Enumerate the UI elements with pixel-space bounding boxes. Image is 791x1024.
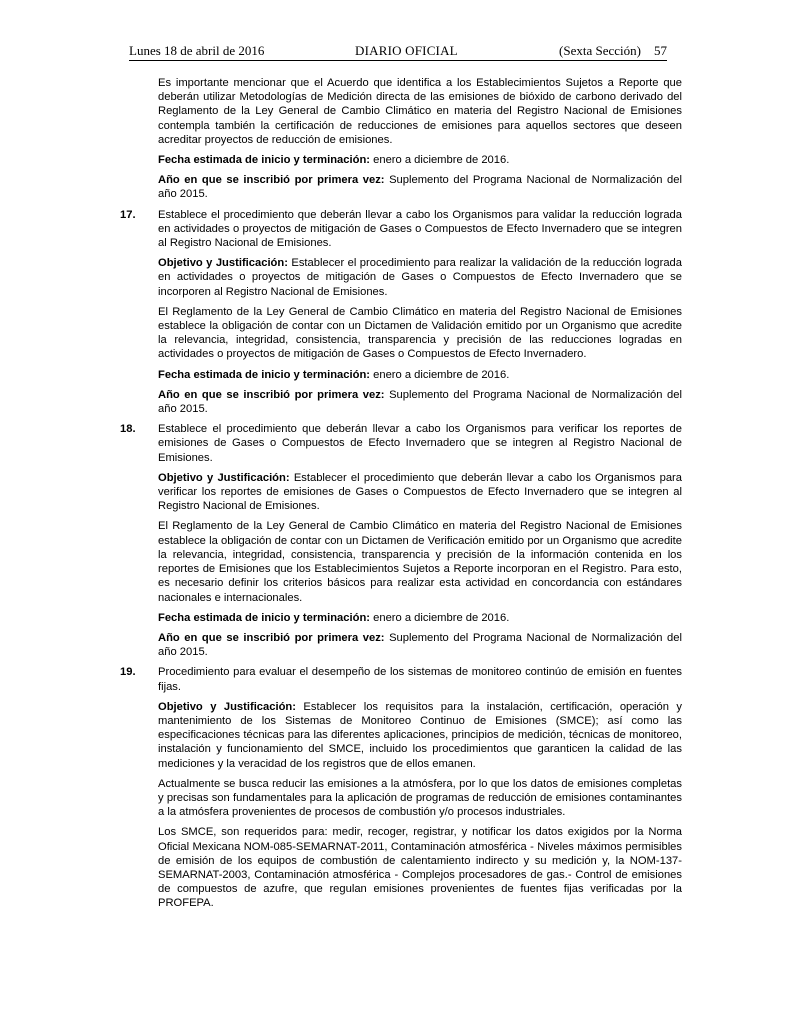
header-publication: DIARIO OFICIAL	[355, 43, 458, 58]
item-number: 18.	[120, 423, 136, 436]
anio-value: Suplemento del Programa Nacional de Normalización del año 2015.	[158, 174, 682, 201]
list-item-18	[120, 422, 682, 465]
item-number: 19.	[120, 666, 136, 679]
intro-paragraph: Es importante mencionar que el Acuerdo que identifica a los Establecimientos Sujetos a Reporte que deberán utilizar Metodologías de Medición directa de las emisiones de bióxido de carbono derivado del Reglamento de la Ley General de Cambio Climático en materia del Registro Nacional de Emisiones contempla también la certificación de reducciones de emisiones para aquellos sectores que deseen acreditar proyectos de reducción de emisiones.	[158, 77, 682, 146]
item-anio	[158, 631, 682, 659]
anio-value: Suplemento del Programa Nacional de Normalización del año 2015.	[158, 631, 682, 659]
objetivo-label: Objetivo y Justificación:	[158, 471, 290, 484]
item-paragraph: Los SMCE, son requeridos para: medir, recoger, registrar, y notificar los datos exigidos por la Norma Oficial Mexicana NOM-085-SEMARNAT-2011, Contaminación atmosférica - Niveles máximos permisibles de emisión de los equipos de combustión de calentamiento indirecto y su medición y, la NOM-137-SEMARNAT-2003, Contaminación atmosférica - Complejos procesadores de gas.- Control de emisiones de compuestos de azufre, que regulan emisiones provenientes de fuentes fijas verificadas por la PROFEPA.	[158, 826, 682, 910]
header-date: Lunes 18 de abril de 2016	[129, 43, 265, 58]
fecha-value: enero a diciembre de 2016.	[370, 154, 510, 167]
item-objetivo	[158, 700, 682, 771]
fecha-value: enero a diciembre de 2016.	[370, 611, 510, 624]
intro-fecha	[158, 153, 682, 167]
objetivo-label: Objetivo y Justificación:	[158, 700, 296, 713]
intro-anio	[158, 173, 682, 201]
item-title: Establece el procedimiento que deberán llevar a cabo los Organismos para verificar los reportes de emisiones de Gases o Compuestos de Efecto Invernadero que se integren al Registro Nacional de Emisiones.	[158, 423, 682, 464]
item-anio	[158, 388, 682, 416]
fecha-label: Fecha estimada de inicio y terminación:	[158, 154, 371, 167]
page-header	[129, 42, 667, 61]
header-section-page	[559, 43, 667, 59]
item-number: 17.	[120, 208, 136, 221]
anio-label: Año en que se inscribió por primera vez:	[158, 174, 385, 187]
item-objetivo	[158, 256, 682, 299]
item-objetivo	[158, 471, 682, 514]
header-section: (Sexta Sección)	[559, 43, 641, 58]
objetivo-text: Establecer los requisitos para la instalación, certificación, operación y mantenimiento de los Sistemas de Monitoreo Continuo de Emisiones (SMCE); así como las especificaciones técnicas para las diferentes aplicaciones, principios de medición, técnicas de monitoreo, instalación y funcionamiento del SMCE, incluido los procedimientos que garanticen la calidad de las mediciones y la veracidad de los registros que de ellos emanen.	[158, 700, 682, 770]
objetivo-label: Objetivo y Justificación:	[158, 257, 288, 270]
item-paragraph: El Reglamento de la Ley General de Cambio Climático en materia del Registro Nacional de Emisiones establece la obligación de contar con un Dictamen de Verificación emitido por un Organismo que acredite la relevancia, integridad, consistencia, transparencia y precisión de la información contenida en los reportes de Emisiones que los Establecimientos Sujetos a Reporte incorporan en el Registro. Para esto, es necesario definir los criterios básicos para realizar esta actividad en concordancia con estándares nacionales e internacionales.	[158, 520, 682, 604]
list-item-19	[120, 665, 682, 693]
item-paragraph: Actualmente se busca reducir las emisiones a la atmósfera, por lo que los datos de emisiones completas y precisas son fundamentales para la aplicación de programas de reducción de emisiones contaminantes a la atmósfera provenientes de procesos de combustión y/o procesos industriales.	[158, 777, 682, 819]
item-fecha	[158, 368, 682, 382]
objetivo-text: Establecer el procedimiento que deberán llevar a cabo los Organismos para verificar los reportes de emisiones de Gases o Compuestos de Efecto Invernadero que se integren al Registro Nacional de Emisiones.	[158, 471, 682, 513]
fecha-label: Fecha estimada de inicio y terminación:	[158, 368, 371, 381]
anio-label: Año en que se inscribió por primera vez:	[158, 631, 385, 644]
anio-value: Suplemento del Programa Nacional de Normalización del año 2015.	[158, 388, 682, 416]
list-item-17	[120, 208, 682, 251]
fecha-label: Fecha estimada de inicio y terminación:	[158, 611, 371, 624]
objetivo-text: Establecer el procedimiento para realizar la validación de la reducción lograda en actividades o proyectos de mitigación de Gases o Compuestos de Efecto Invernadero que se incorporen al Registro Nacional de Emisiones.	[158, 257, 682, 298]
anio-label: Año en que se inscribió por primera vez:	[158, 388, 385, 401]
item-title: Establece el procedimiento que deberán llevar a cabo los Organismos para validar la reducción lograda en actividades o proyectos de mitigación de Gases o Compuestos de Efecto Invernadero que se integren al Registro Nacional de Emisiones.	[158, 208, 682, 250]
fecha-value: enero a diciembre de 2016.	[370, 368, 510, 381]
item-title: Procedimiento para evaluar el desempeño de los sistemas de monitoreo continúo de emisión en fuentes fijas.	[158, 666, 682, 693]
item-paragraph: El Reglamento de la Ley General de Cambio Climático en materia del Registro Nacional de Emisiones establece la obligación de contar con un Dictamen de Validación emitido por un Organismo que acredite la relevancia, integridad, consistencia, transparencia y precisión de las reducciones logradas en actividades o proyectos de mitigación de Gases o Compuestos de Efecto Invernadero.	[158, 305, 682, 361]
item-fecha	[158, 611, 682, 625]
header-page-number: 57	[654, 43, 667, 58]
document-body	[120, 76, 682, 917]
